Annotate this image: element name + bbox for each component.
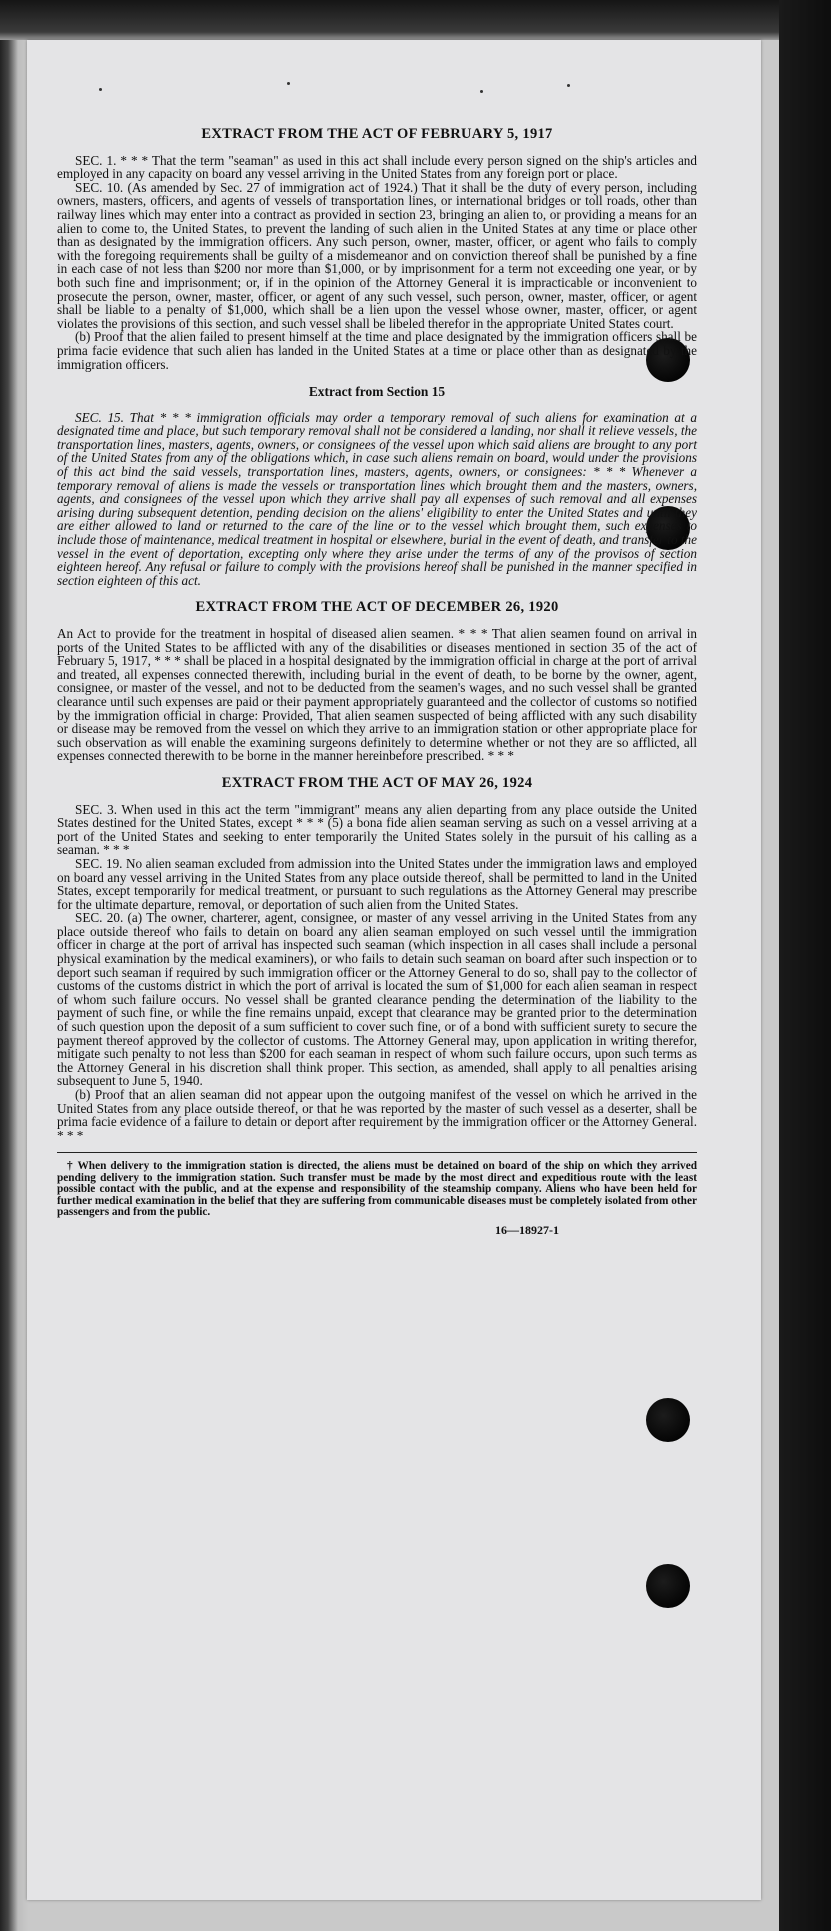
dust-speck: [287, 82, 290, 85]
dust-speck: [567, 84, 570, 87]
footnote-text: † When delivery to the immigration station is directed, the aliens must be detained on board of the ship on which they arrived pending delivery to the immigration station. Such transfer must be made by the most direct and expeditious route with the least possible contact with the public, and at the expense and responsibility of the steamship company. Aliens who have been held for further medical examination in the belief that they are suffering from communicable diseases must be completely isolated from other passengers and from the public.: [57, 1160, 697, 1218]
subheading-section-15: Extract from Section 15: [308, 384, 446, 400]
dust-speck: [99, 88, 102, 91]
paragraph-1920: An Act to provide for the treatment in hospital of diseased alien seamen. * * * That alien seamen found on arrival in ports of the United States to be afflicted with any of the disabilities or diseases mentioned in section 35 of the act of February 5, 1917, * * * shall be placed in a hospital designated by the immigration official in charge at the port of arrival and treated, all expenses connected therewith, including burial in the event of death, to be borne by the owner, agent, consignee, or master of the vessel, and not to be deducted from the seamen's wages, and no such vessel shall be granted clearance until such expenses are paid or their payment appropriately guaranteed and the collector of customs so notified by the immigration official in charge: Provided, That alien seamen suspected of being afflicted with any such disability or disease may be removed from the vessel on which they arrive to an immigration station or other appropriate place for such observation as will enable the examining surgeons definitely to determine whether or not they are so afflicted, all expenses connected therewith to be borne in the manner hereinbefore prescribed. * * *: [57, 626, 697, 764]
paragraph-sec15: SEC. 15. That * * * immigration officials may order a temporary removal of such aliens for examination at a designated time and place, but such temporary removal shall not be considered a landing, nor shall it relieve vessels, the transportation lines, masters, agents, owners, or consignees of the vessel upon which said aliens are brought to any port of the United States from any of the obligations which, in case such aliens remain on board, would under the provisions of this act bind the said vessels, transportation lines, masters, agents, owners, or consignees: * * * Whenever a temporary removal of aliens is made the vessels or transportation lines which brought them and the masters, owners, agents, and consignees of the vessel upon which they arrive shall pay all expenses of such removal and all expenses arising during subsequent detention, pending decision on the aliens' eligibility to enter the United States and until they are either allowed to land or returned to the care of the line or to the vessel which brought them, such expenses to include those of maintenance, medical treatment in hospital or elsewhere, burial in the event of death, and transfer to the vessel in the event of deportation, excepting only where they arise under the terms of any of the provisos of section eighteen hereof. Any refusal or failure to comply with the provisions hereof shall be punished in the manner specified in section eighteen of this act.: [57, 409, 697, 588]
dust-speck: [480, 90, 483, 93]
paragraph-1924-sec19: SEC. 19. No alien seaman excluded from admission into the United States under the immigration laws and employed on board any vessel arriving in the United States from any place outside thereof, shall be permitted to land in the United States, except temporarily for medical treatment, or pursuant to such regulations as the Attorney General may prescribe for the ultimate departure, removal, or deportation of such alien from the United States.: [57, 855, 697, 912]
paragraph-1924-sec20b: (b) Proof that an alien seaman did not appear upon the outgoing manifest of the vessel on which he arrived in the United States from any place outside thereof, or that he was reported by the master of such vessel as a deserter, shall be prima facie evidence of a failure to detain or deport after requirement by the immigration officer or the Attorney General. * * *: [57, 1087, 697, 1143]
form-number: 16—18927-1: [495, 1223, 559, 1238]
paragraph-1924-sec20a: SEC. 20. (a) The owner, charterer, agent, consignee, or master of any vessel arriving in the United States from any place outside thereof who fails to detain on board any alien seaman employed on such vessel until the immigration officer in charge at the port of arrival has inspected such seaman (which inspection in all cases shall include a personal physical examination by the medical examiners), or who fails to detain such seaman on board after such inspection or to deport such seaman if required by such immigration officer or the Attorney General to do so, shall pay to the collector of customs of the customs district in which the port of arrival is located the sum of $1,000 for each alien seaman in respect of whom such failure occurs. No vessel shall be granted clearance pending the determination of the liability to the payment of such fine, or while the fine remains unpaid, except that clearance may be granted prior to the determination of such question upon the deposit of a sum sufficient to cover such fine, or of a bond with sufficient surety to secure the payment thereof approved by the collector of customs. The Attorney General may, upon application in writing therefor, mitigate such penalty to not less than $200 for each seaman in respect of whom such failure occurs, upon such terms as the Attorney General in his discretion shall think proper. This section, as amended, shall apply to all penalties arising subsequent to June 5, 1940.: [57, 910, 697, 1089]
heading-act-1920: EXTRACT FROM THE ACT OF DECEMBER 26, 1920: [195, 599, 559, 616]
paragraph-1917-sec1: SEC. 1. * * * That the term "seaman" as used in this act shall include every person signed on the ship's articles and employed in any capacity on board any vessel arriving in the United States from any foreign port or place.: [57, 152, 697, 182]
heading-act-1917: EXTRACT FROM THE ACT OF FEBRUARY 5, 1917: [201, 126, 553, 142]
paragraph-1924-sec3: SEC. 3. When used in this act the term "immigrant" means any alien departing from any place outside the United States destined for the United States, except * * * (5) a bona fide alien seaman serving as such on a vessel arriving at a port of the United States and seeking to enter temporarily the United States solely in the pursuit of his calling as a seaman. * * *: [57, 801, 697, 858]
punch-hole: [646, 1398, 690, 1442]
scanner-top-edge: [0, 0, 831, 40]
heading-act-1924: EXTRACT FROM THE ACT OF MAY 26, 1924: [221, 774, 533, 791]
scanner-right-edge: [779, 0, 831, 1931]
punch-hole: [646, 1564, 690, 1608]
footnote-divider: [57, 1152, 697, 1153]
document-body: [57, 128, 697, 1238]
paragraph-1917-sec10: SEC. 10. (As amended by Sec. 27 of immigration act of 1924.) That it shall be the duty of every person, including owners, masters, officers, and agents of vessels of transportation lines, or international bridges or toll roads, other than railway lines which may enter into a contract as provided in section 23, bringing an alien to, or providing a means for an alien to come to, the United States, to prevent the landing of such alien in the United States at any time or place other than as designated by the immigration officers. Any such person, owner, master, officer, or agent who fails to comply with the foregoing requirements shall be guilty of a misdemeanor and on conviction thereof shall be punished by a fine in each case of not less than $200 nor more than $1,000, or by imprisonment for a term not exceeding one year, or by both such fine and imprisonment; or, if in the opinion of the Attorney General it is impracticable or inconvenient to prosecute the person, owner, master, officer, or agent of any such vessel, such person, owner, master, officer, or agent shall be liable to a penalty of $1,000, which shall be a lien upon the vessel whose owner, master, officer, or agent violates the provisions of this section, and such vessel shall be libeled therefor in the appropriate United States court.: [57, 179, 697, 331]
footnote: [57, 1161, 697, 1218]
paragraph-1917-sec10b: (b) Proof that the alien failed to present himself at the time and place designated by the immigration officers shall be prima facie evidence that such alien has landed in the United States at a time or place other than as designated by the immigration officers.: [57, 329, 697, 372]
